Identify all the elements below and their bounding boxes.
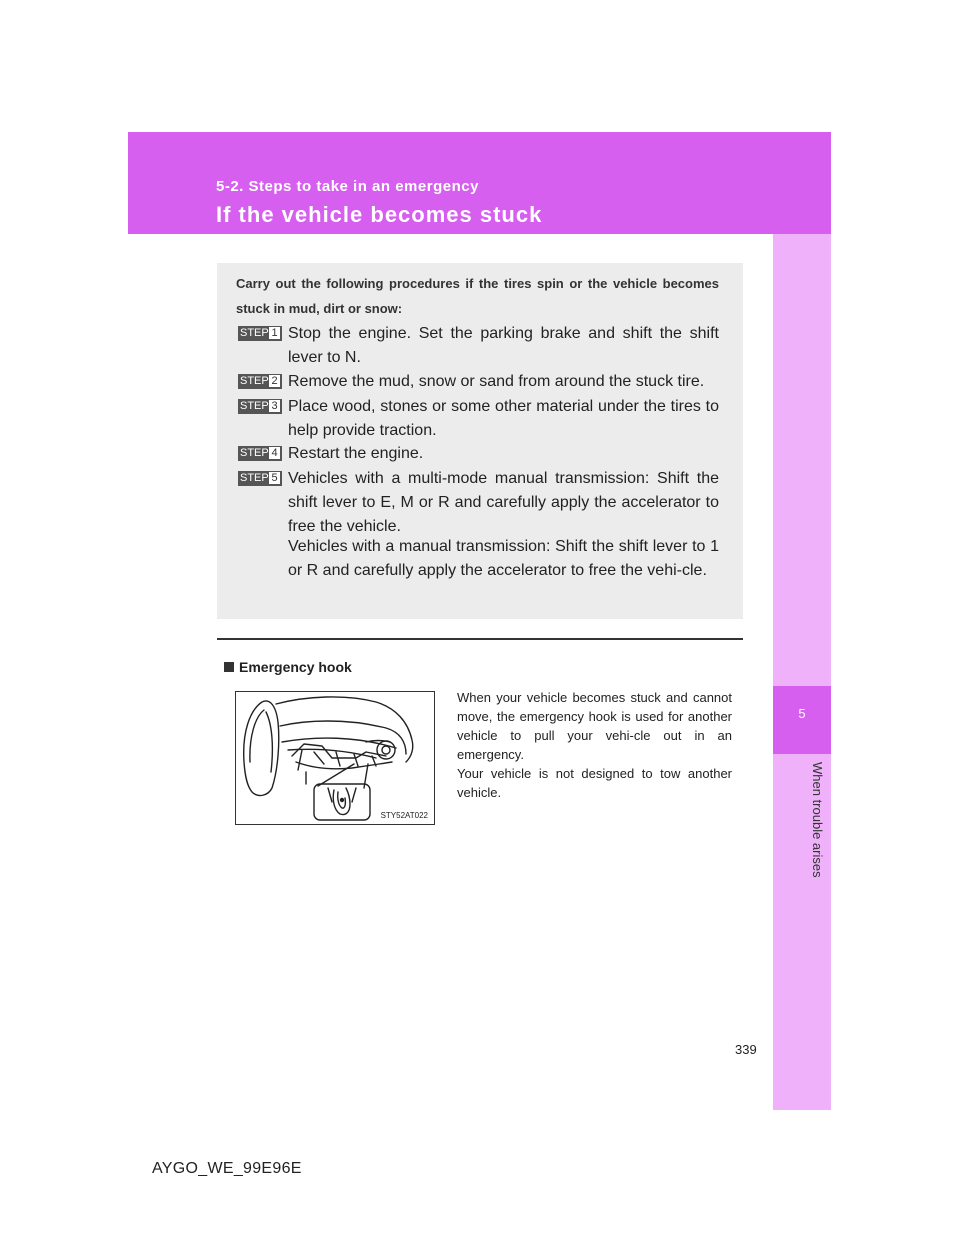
vehicle-hook-drawing (236, 692, 434, 824)
step-3-badge (238, 399, 282, 414)
page-header (128, 132, 831, 234)
step-4-badge (238, 446, 282, 461)
step-2-text: Remove the mud, snow or sand from around the stuck tire. (288, 373, 705, 390)
step-5-manual-text: Vehicles with a manual transmission: Shift the shift lever to 1 or R and carefully apply the accelerator to free the vehi-cle. (288, 538, 719, 579)
procedure-box (217, 263, 743, 619)
figure-code: STY52AT022 (380, 811, 428, 820)
step-number: 2 (269, 375, 280, 387)
section-divider (217, 638, 743, 640)
step-number: 5 (269, 472, 280, 484)
description-paragraph: When your vehicle becomes stuck and cannot move, the emergency hook is used for another vehicle to pull your vehi-cle out in an emergency. (457, 690, 732, 762)
step-3-text: Place wood, stones or some other material under the tires to help provide traction. (288, 398, 719, 439)
emergency-hook-heading (224, 659, 352, 675)
step-1-text: Stop the engine. Set the parking brake and shift the shift lever to N. (288, 325, 719, 366)
emergency-hook-heading-text: Emergency hook (239, 659, 352, 675)
step-label: STEP (240, 447, 269, 459)
step-5-badge (238, 471, 282, 486)
chapter-number-block (773, 686, 831, 754)
chapter-side-tab[interactable] (773, 234, 831, 1110)
chapter-title: When trouble arises (810, 762, 825, 878)
step-label: STEP (240, 327, 269, 339)
step-4-text: Restart the engine. (288, 445, 424, 462)
section-label: 5-2. Steps to take in an emergency (216, 178, 479, 195)
page-number: 339 (735, 1042, 757, 1057)
document-code: AYGO_WE_99E96E (152, 1160, 302, 1177)
step-number: 3 (269, 400, 280, 412)
step-label: STEP (240, 472, 269, 484)
chapter-number: 5 (798, 706, 806, 721)
step-number: 1 (269, 327, 280, 339)
emergency-hook-illustration (235, 691, 435, 825)
emergency-hook-description (457, 688, 732, 802)
step-5-text: Vehicles with a multi-mode manual transmission: Shift the shift lever to E, M or R and carefully apply the accelerator to free the vehicle. (288, 470, 719, 535)
procedure-intro: Carry out the following procedures if the tires spin or the vehicle becomes stuck in mud, dirt or snow: (236, 276, 719, 316)
step-number: 4 (269, 447, 280, 459)
description-paragraph: Your vehicle is not designed to tow another vehicle. (457, 766, 732, 800)
step-label: STEP (240, 375, 269, 387)
step-2-badge (238, 374, 282, 389)
step-1-badge (238, 326, 282, 341)
step-label: STEP (240, 400, 269, 412)
square-bullet-icon (224, 662, 234, 672)
page-title: If the vehicle becomes stuck (216, 202, 543, 227)
